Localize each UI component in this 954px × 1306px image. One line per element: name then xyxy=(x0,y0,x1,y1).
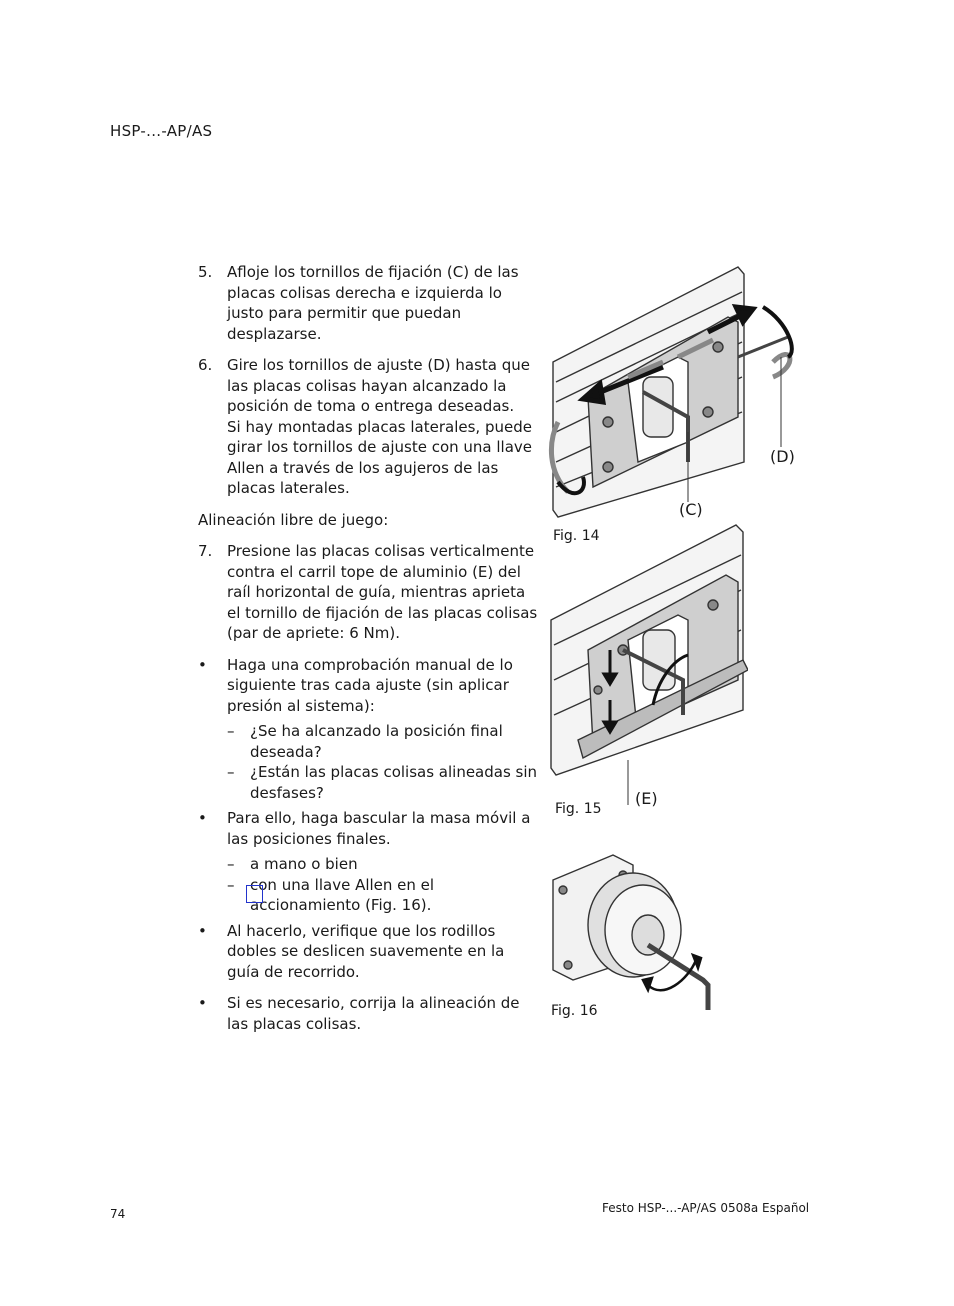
running-header: HSP-...-AP/AS xyxy=(110,122,213,140)
bullet-item xyxy=(198,808,538,849)
bullet-mark: • xyxy=(198,921,207,940)
bullet-text: Haga una comprobación manual de lo siguiente tras cada ajuste (sin aplicar presión al sistema): xyxy=(227,655,513,715)
bullet-text: Para ello, haga bascular la masa móvil a las posiciones finales. xyxy=(227,809,531,848)
figure-14-label: Fig. 14 xyxy=(553,528,600,544)
figure-15-label: Fig. 15 xyxy=(555,801,602,817)
dash-mark: – xyxy=(227,855,235,873)
sub-text: con una llave Allen en el accionamiento (Fig. 16). xyxy=(250,875,435,914)
page-number: 74 xyxy=(110,1207,126,1221)
figure-16-label: Fig. 16 xyxy=(551,1003,598,1019)
step-text: Gire los tornillos de ajuste (D) hasta que las placas colisas hayan alcanzado la posición de toma o entrega deseadas. xyxy=(227,356,530,415)
bullet-text: Al hacerlo, verifique que los rodillos dobles se deslicen suavemente en la guía de recorrido. xyxy=(227,921,505,981)
bullet-mark: • xyxy=(198,809,207,827)
figure-16-illustration xyxy=(548,850,718,1015)
step-text: Afloje los tornillos de fijación (C) de las placas colisas derecha e izquierda lo justo para permitir que puedan desplazarse. xyxy=(227,263,519,343)
step-7 xyxy=(198,541,538,644)
sub-item xyxy=(198,762,538,803)
sub-text: a mano o bien xyxy=(250,855,358,873)
dash-mark: – xyxy=(227,875,235,894)
bullet-item xyxy=(198,993,538,1034)
instructions-column xyxy=(198,262,538,1034)
sub-item xyxy=(198,854,538,875)
sub-text: ¿Se ha alcanzado la posición final deseada? xyxy=(250,722,503,761)
bullet-mark: • xyxy=(198,655,207,674)
sub-item xyxy=(198,721,538,762)
callout-c: (C) xyxy=(679,500,703,519)
sub-text: ¿Están las placas colisas alineadas sin desfases? xyxy=(250,763,538,802)
document-reference: Festo HSP-...-AP/AS 0508a Español xyxy=(602,1201,810,1215)
step-5 xyxy=(198,262,538,344)
bullet-mark: • xyxy=(198,994,207,1012)
callout-e: (E) xyxy=(635,789,658,808)
step-number: 7. xyxy=(198,542,213,560)
bullet-item xyxy=(198,921,538,983)
step-6 xyxy=(198,355,538,499)
figure-14-illustration xyxy=(548,262,798,524)
selection-highlight-box xyxy=(246,885,263,903)
subheading: Alineación libre de juego: xyxy=(198,510,389,529)
callout-d: (D) xyxy=(770,447,795,466)
bullet-text: Si es necesario, corrija la alineación de las placas colisas. xyxy=(227,994,520,1033)
step-note: Si hay montadas placas laterales, puede girar los tornillos de ajuste con una llave Allen a través de los agujeros de las placas laterales. xyxy=(227,417,533,497)
step-text: Presione las placas colisas verticalmente contra el carril tope de aluminio (E) del raíl horizontal de guía, mientras aprieta el tornillo de fijación de las placas colisas (par de apriete: 6 Nm). xyxy=(227,542,538,642)
dash-mark: – xyxy=(227,763,235,781)
step-number: 5. xyxy=(198,263,213,281)
figure-15-illustration xyxy=(548,520,748,805)
bullet-item xyxy=(198,655,538,717)
step-number: 6. xyxy=(198,356,213,374)
dash-mark: – xyxy=(227,722,235,740)
